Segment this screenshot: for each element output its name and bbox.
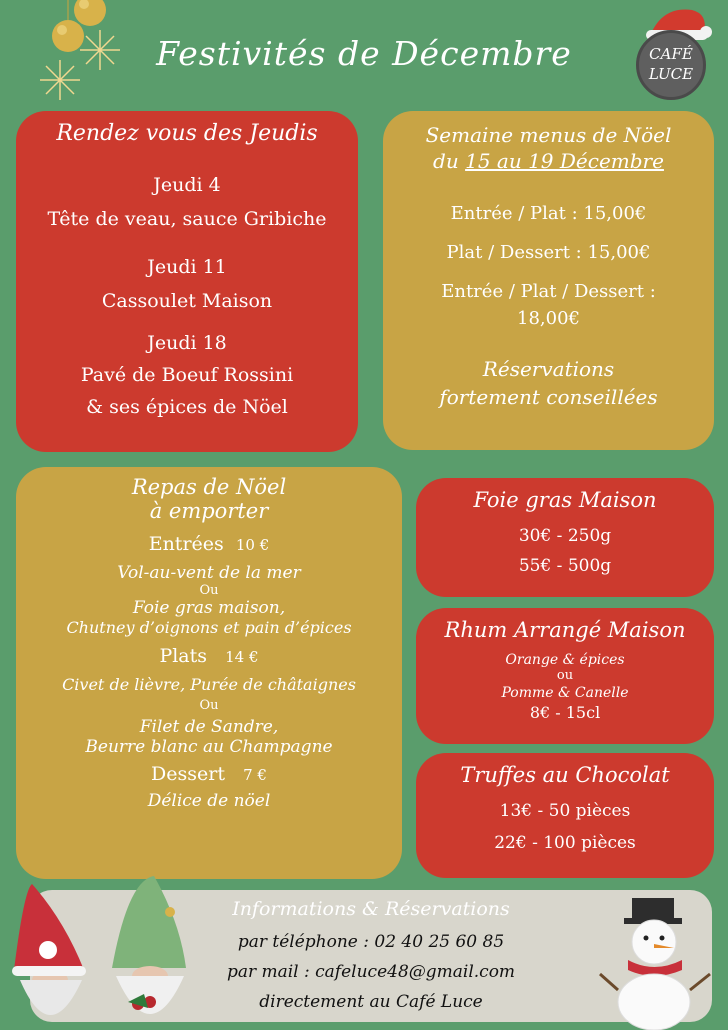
or-separator: ou bbox=[556, 668, 574, 683]
page-title: Festivités de Décembre bbox=[156, 34, 572, 73]
semaine-heading: Semaine menus de Nöel bbox=[425, 123, 672, 147]
jeudis-heading: Rendez vous des Jeudis bbox=[56, 121, 318, 146]
menu-item: Chutney d’oignons et pain d’épices bbox=[66, 618, 352, 637]
menu-price-value: 18,00€ bbox=[517, 308, 580, 329]
red-gnome-icon bbox=[4, 880, 104, 1030]
repas-noel-panel bbox=[16, 467, 402, 879]
semaine-menus-panel bbox=[383, 111, 714, 450]
entrees-row: Entrées 10 € bbox=[148, 533, 270, 555]
jeudi-day: Jeudi 18 bbox=[147, 332, 227, 354]
repas-heading: Repas de Nöel bbox=[131, 475, 287, 499]
or-separator: Ou bbox=[199, 698, 219, 713]
footer-phone: par téléphone : 02 40 25 60 85 bbox=[237, 932, 505, 952]
plats-row: Plats 14 € bbox=[159, 645, 259, 667]
footer-email: par mail : cafeluce48@gmail.com bbox=[226, 962, 516, 982]
green-gnome-icon bbox=[98, 872, 198, 1030]
rhum-heading: Rhum Arrangé Maison bbox=[444, 618, 686, 642]
reservation-note: Réservations bbox=[482, 357, 615, 381]
repas-subheading: à emporter bbox=[149, 499, 269, 523]
menu-price: Plat / Dessert : 15,00€ bbox=[446, 242, 651, 263]
jeudi-dish: Cassoulet Maison bbox=[101, 290, 273, 312]
or-separator: Ou bbox=[199, 583, 219, 598]
menu-price: Entrée / Plat / Dessert : bbox=[441, 281, 656, 302]
foie-gras-heading: Foie gras Maison bbox=[473, 488, 657, 512]
jeudi-dish-line2: & ses épices de Nöel bbox=[86, 396, 288, 418]
menu-item: Filet de Sandre, bbox=[139, 717, 279, 737]
cafe-luce-logo: CAFÉ LUCE bbox=[636, 30, 706, 100]
semaine-dates: du 15 au 19 Décembre bbox=[433, 149, 664, 173]
menu-item: Beurre blanc au Champagne bbox=[85, 737, 333, 757]
jeudi-day: Jeudi 11 bbox=[147, 256, 227, 278]
menu-item: Délice de nöel bbox=[147, 791, 271, 811]
jeudi-dish: Tête de veau, sauce Gribiche bbox=[47, 208, 327, 230]
foie-gras-panel bbox=[416, 478, 714, 597]
rhum-flavor: Orange & épices bbox=[505, 652, 625, 668]
truffes-price: 22€ - 100 pièces bbox=[494, 833, 636, 853]
snowman-icon bbox=[598, 890, 714, 1030]
rhum-price: 8€ - 15cl bbox=[529, 703, 601, 722]
footer-heading: Informations & Réservations bbox=[232, 898, 510, 920]
reservation-note-line2: fortement conseillées bbox=[439, 385, 658, 409]
dessert-row: Dessert 7 € bbox=[151, 763, 267, 785]
rhum-flavor: Pomme & Canelle bbox=[501, 685, 629, 701]
jeudi-dish: Pavé de Boeuf Rossini bbox=[80, 364, 294, 386]
menu-price: Entrée / Plat : 15,00€ bbox=[450, 203, 647, 224]
jeudis-panel bbox=[16, 111, 358, 452]
truffes-panel bbox=[416, 753, 714, 878]
menu-item: Foie gras maison, bbox=[132, 598, 286, 618]
truffes-price: 13€ - 50 pièces bbox=[499, 801, 631, 821]
rhum-panel bbox=[416, 608, 714, 744]
jeudi-day: Jeudi 4 bbox=[153, 174, 221, 196]
menu-item: Civet de lièvre, Purée de châtaignes bbox=[62, 675, 356, 694]
footer-direct: directement au Café Luce bbox=[259, 992, 483, 1012]
truffes-heading: Truffes au Chocolat bbox=[460, 763, 670, 787]
menu-item: Vol-au-vent de la mer bbox=[117, 563, 301, 583]
foie-gras-price: 55€ - 500g bbox=[518, 556, 612, 576]
foie-gras-price: 30€ - 250g bbox=[518, 526, 612, 546]
